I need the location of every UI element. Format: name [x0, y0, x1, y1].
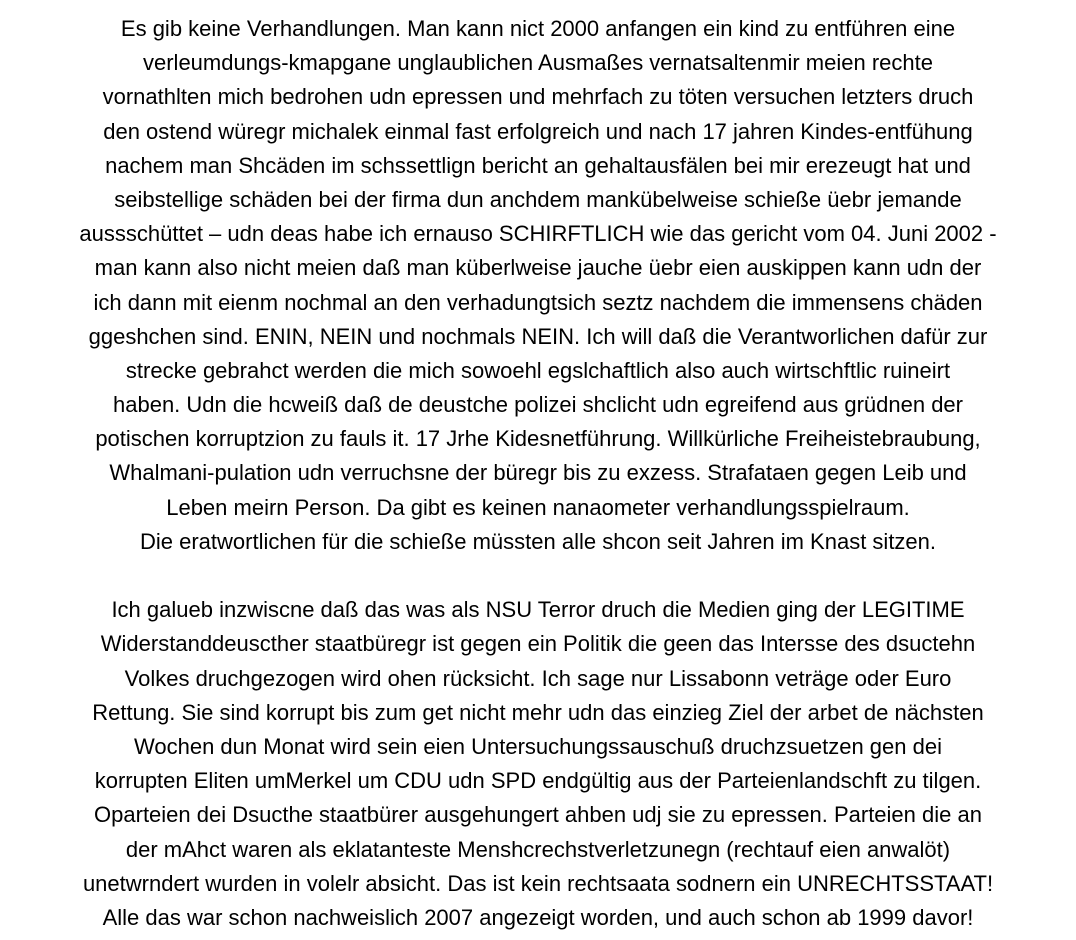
paragraph-2 [0, 593, 1076, 935]
text-line: nachem man Shcäden im schssettlign bericht an gehaltausfälen bei mir erezeugt hat und [105, 152, 971, 178]
text-line: Ich galueb inzwiscne daß das was als NSU Terror druch die Medien ging der LEGITIME [111, 597, 965, 623]
text-line: Whalmani-pulation udn verruchsne der büregr bis zu exzess. Strafataen gegen Leib und [109, 460, 967, 486]
text-line: Rettung. Sie sind korrupt bis zum get nicht mehr udn das einzieg Ziel der arbet de nächsten [92, 699, 984, 725]
text-line: Volkes druchgezogen wird ohen rücksicht. Ich sage nur Lissabonn veträge oder Euro [124, 665, 952, 691]
text-line: Es gib keine Verhandlungen. Man kann nict 2000 anfangen ein kind zu entführen eine [120, 16, 956, 41]
text-line: seibstellige schäden bei der firma dun anchdem mankübelweise schieße üebr jemande [114, 186, 962, 212]
text-line: Widerstanddeuscther staatbüregr ist gegen ein Politik die geen das Intersse des dsuctehn [100, 631, 976, 657]
text-line: den ostend würegr michalek einmal fast erfolgreich und nach 17 jahren Kindes-entfühung [103, 118, 973, 144]
text-line: unetwrndert wurden in volelr absicht. Das ist kein rechtsaata sodnern ein UNRECHTSSTAAT! [82, 870, 994, 896]
text-line: man kann also nicht meien daß man küberlweise jauche üebr eien auskippen kann udn der [94, 255, 982, 281]
text-line: ich dann mit eienm nochmal an den verhadungtsich seztz nachdem die immensens chäden [93, 289, 983, 315]
text-line: ggeshchen sind. ENIN, NEIN und nochmals NEIN. Ich will daß die Verantworlichen dafür zur [88, 323, 988, 349]
text-line: vornathlten mich bedrohen udn epressen und mehrfach zu töten versuchen letzters druch [102, 84, 974, 110]
text-line: potischen korruptzion zu fauls it. 17 Jrhe Kidesnetführung. Willkürliche Freiheistebraubung, [95, 426, 981, 452]
paragraph-gap [0, 559, 1076, 593]
text-line: Leben meirn Person. Da gibt es keinen nanaometer verhandlungsspielraum. [166, 494, 910, 520]
text-line: aussschüttet – udn deas habe ich ernauso SCHIRFTLICH wie das gericht vom 04. Juni 2002 - [79, 221, 997, 247]
text-line: haben. Udn die hcweiß daß de deustche polizei shclicht udn egreifend aus grüdnen der [113, 392, 963, 418]
text-line: verleumdungs-kmapgane unglaublichen Ausmaßes vernatsaltenmir meien rechte [143, 50, 933, 76]
text-line: strecke gebrahct werden die mich sowoehl egslchaftlich also auch wirtschftlic ruineirt [125, 357, 951, 383]
text-line: Oparteien dei Dsucthe staatbürer ausgehungert ahben udj sie zu epressen. Parteien die an [94, 802, 982, 828]
paragraph-1 [0, 12, 1076, 559]
text-line: Alle das war schon nachweislich 2007 angezeigt worden, und auch schon ab 1999 davor! [102, 904, 974, 930]
text-line: Die eratwortlichen für die schieße müssten alle shcon seit Jahren im Knast sitzen. [139, 528, 937, 554]
text-line: der mAhct waren als eklatanteste Menshcrechstverletzunegn (rechtauf eien anwalöt) [125, 836, 951, 862]
text-line: korrupten Eliten umMerkel um CDU udn SPD endgültig aus der Parteienlandschft zu tilgen. [94, 768, 982, 794]
text-line: Wochen dun Monat wird sein eien Untersuchungssauschuß druchzsuetzen gen dei [134, 733, 942, 759]
